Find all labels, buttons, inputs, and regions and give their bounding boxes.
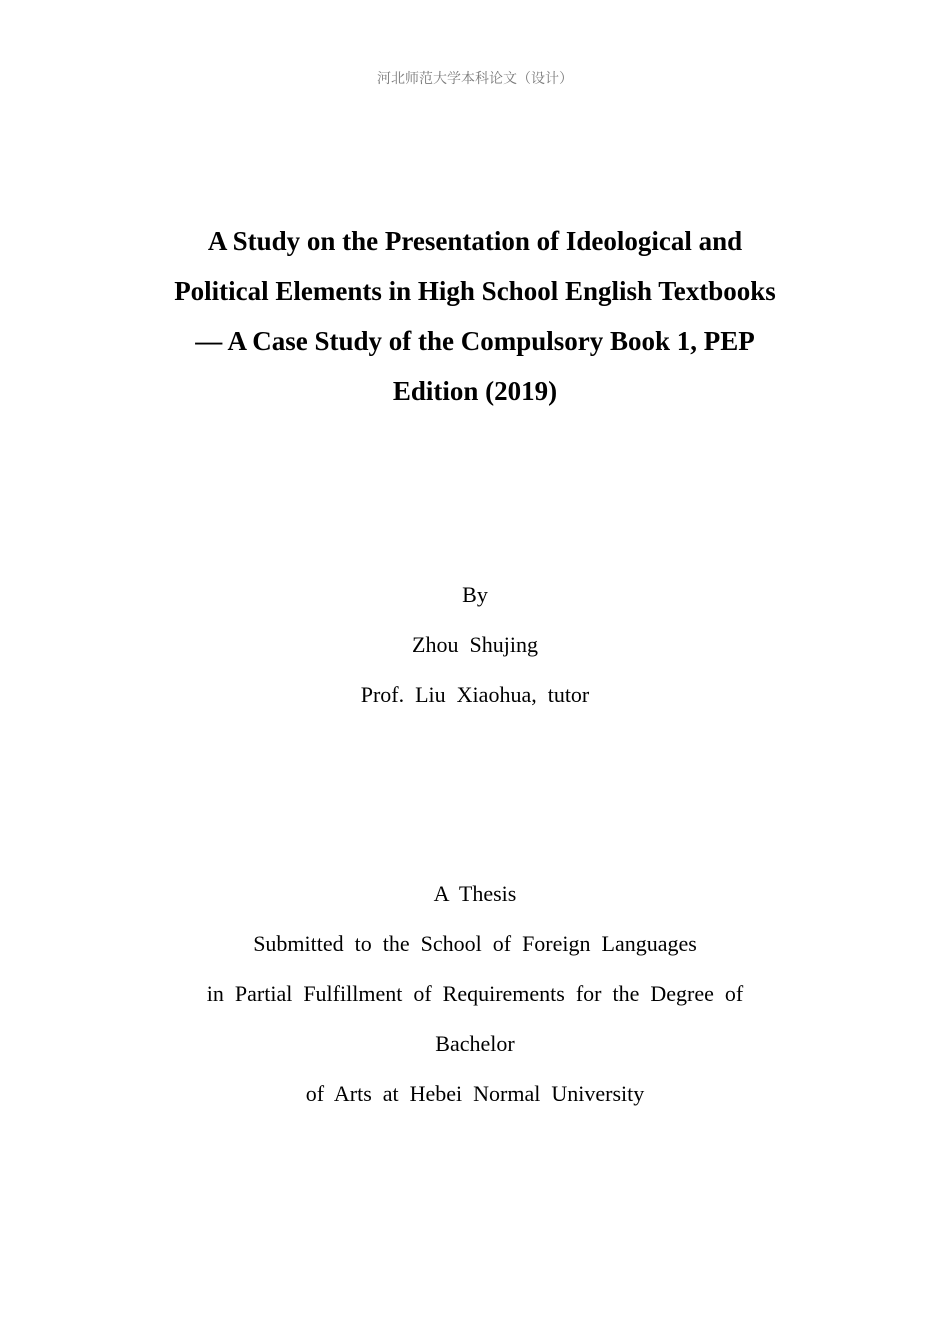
thesis-title <box>0 216 950 416</box>
author-name: Zhou Shujing <box>412 632 538 657</box>
title-line: — A Case Study of the Compulsory Book 1, PEP <box>195 326 755 356</box>
thesis-statement <box>0 869 950 1119</box>
thesis-line: of Arts at Hebei Normal University <box>305 1081 645 1106</box>
by-label: By <box>462 582 488 607</box>
title-line: A Study on the Presentation of Ideological and <box>207 226 743 256</box>
thesis-line: A Thesis <box>433 881 517 906</box>
title-line: Edition (2019) <box>392 376 558 406</box>
thesis-line: Bachelor <box>435 1031 515 1056</box>
title-line: Political Elements in High School English Textbooks <box>174 276 776 306</box>
thesis-line: in Partial Fulfillment of Requirements for the Degree of <box>206 981 744 1006</box>
author-block <box>0 570 950 720</box>
thesis-line: Submitted to the School of Foreign Languages <box>253 931 697 956</box>
page-header: 河北师范大学本科论文（设计） <box>377 71 573 87</box>
tutor-name: Prof. Liu Xiaohua, tutor <box>360 682 590 707</box>
